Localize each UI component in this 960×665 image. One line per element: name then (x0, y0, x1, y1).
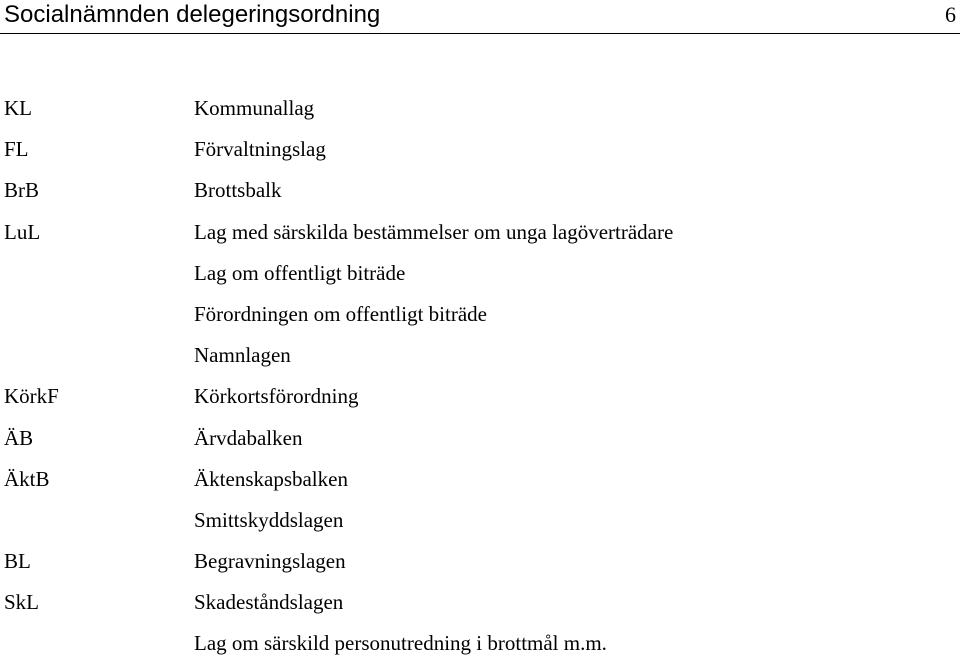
list-item (0, 500, 960, 541)
list-item (0, 335, 960, 376)
list-item (0, 459, 960, 500)
list-item (0, 541, 960, 582)
abbreviation: BrB (4, 178, 40, 203)
full-name: Förordningen om offentligt biträde (194, 301, 487, 326)
abbreviation: LuL (4, 219, 41, 244)
abbreviation: BL (4, 549, 31, 574)
full-name: Lag med särskilda bestämmelser om unga lagöverträdare (194, 219, 674, 244)
full-name: Kommunallag (194, 96, 315, 120)
full-name: Begravningslagen (194, 549, 346, 574)
abbreviation-list (0, 88, 960, 665)
list-item (0, 376, 960, 417)
abbreviation: ÄktB (4, 466, 50, 491)
full-name: Lag om offentligt biträde (194, 260, 406, 285)
list-item (0, 253, 960, 294)
list-item (0, 418, 960, 459)
full-name: Äktenskapsbalken (194, 466, 348, 491)
list-item (0, 623, 960, 664)
document-title: Socialnämnden delegeringsordning (4, 1, 381, 28)
abbreviation: SkL (4, 590, 40, 615)
full-name: Ärvdabalken (194, 425, 303, 450)
list-item (0, 582, 960, 623)
list-item (0, 212, 960, 253)
list-item (0, 129, 960, 170)
abbreviation: KörkF (4, 384, 59, 409)
full-name: Smittskyddslagen (194, 507, 344, 532)
list-item (0, 294, 960, 335)
full-name: Skadeståndslagen (194, 590, 344, 615)
abbreviation: FL (4, 137, 29, 162)
full-name: Lag om särskild personutredning i brottmål m.m. (194, 631, 607, 656)
page-number: 6 (945, 2, 956, 27)
list-item (0, 170, 960, 211)
full-name: Förvaltningslag (194, 137, 326, 162)
page-header (0, 0, 960, 34)
full-name: Körkortsförordning (194, 384, 359, 409)
full-name: Brottsbalk (194, 178, 282, 203)
abbreviation: KL (4, 96, 32, 120)
abbreviation: ÄB (4, 425, 34, 450)
full-name: Namnlagen (194, 343, 291, 368)
list-item (0, 88, 960, 129)
header-divider (0, 33, 960, 34)
